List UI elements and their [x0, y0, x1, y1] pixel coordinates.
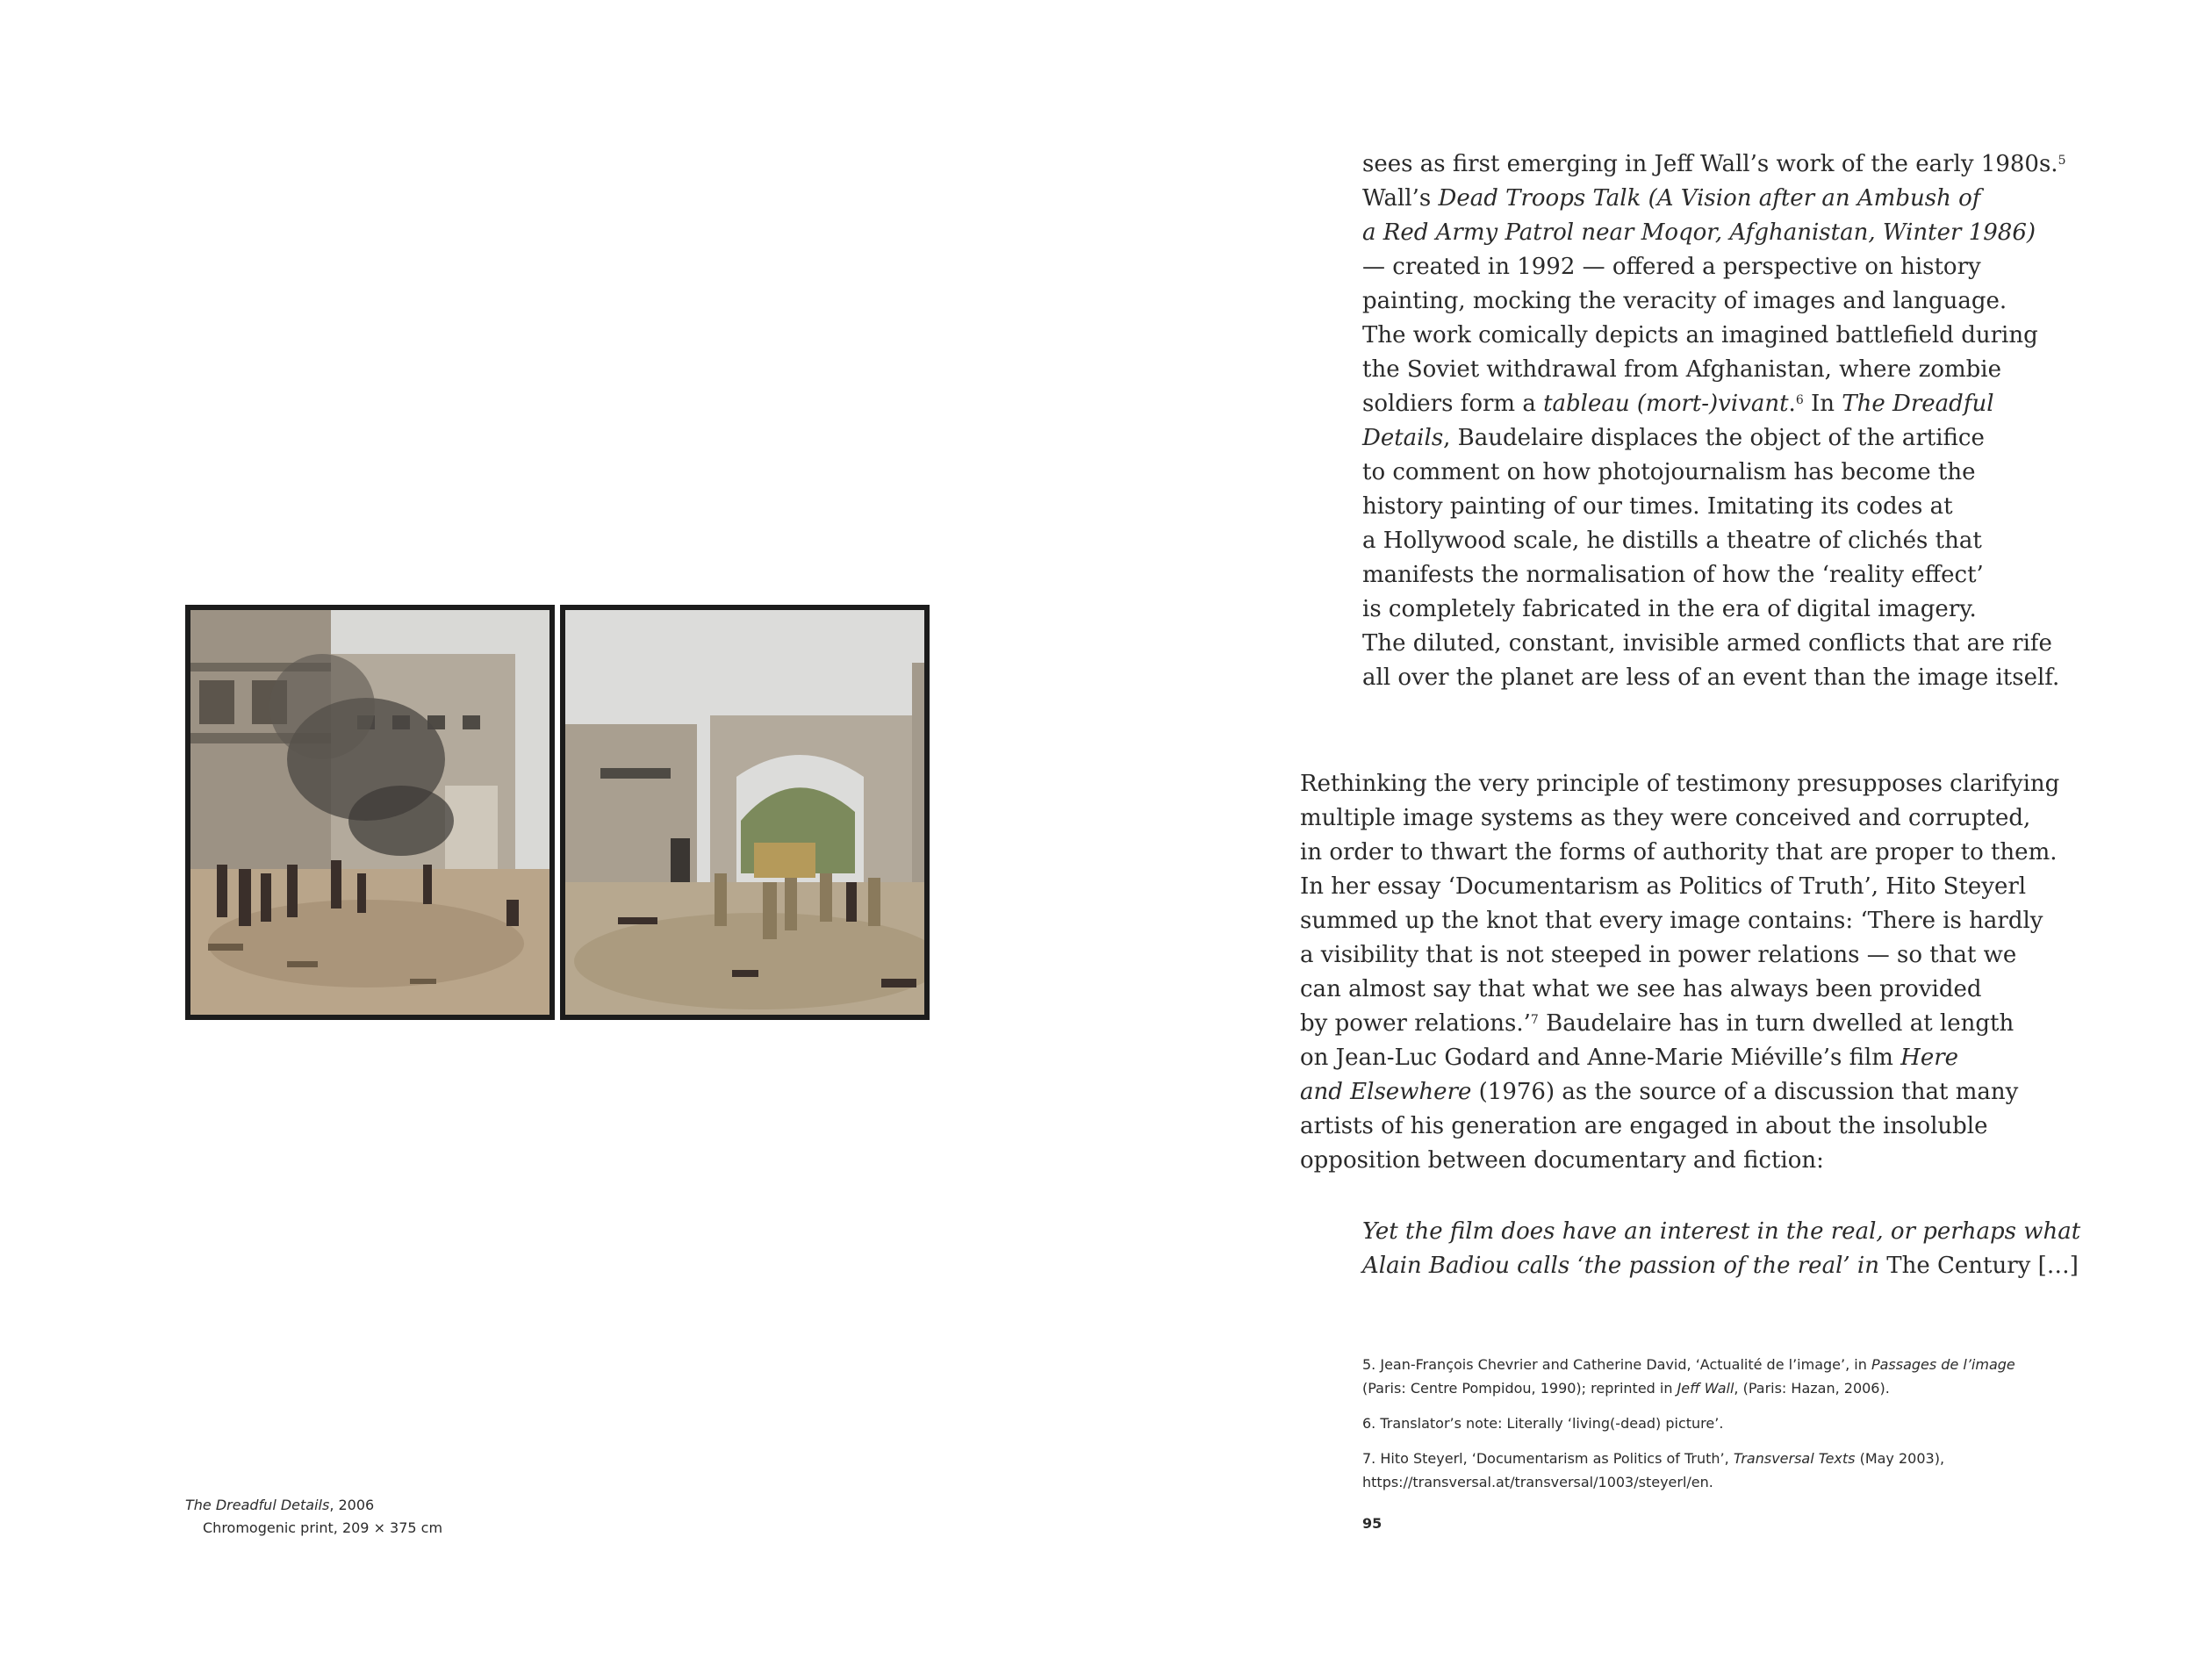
- text-line: the Soviet withdrawal from Afghanistan, where zombie: [1362, 356, 2001, 383]
- text-line: [1300, 1075, 2059, 1110]
- journal-title-italic: Transversal Texts: [1733, 1450, 1856, 1467]
- text-line: can almost say that what we see has always been provided: [1300, 976, 1982, 1002]
- diptych-right-panel: [560, 605, 930, 1020]
- text-line: [1362, 421, 2066, 456]
- text-line: multiple image systems as they were conceived and corrupted,: [1300, 805, 2031, 831]
- quote-roman-run: The Century […]: [1886, 1253, 2079, 1279]
- footnote-7: [1362, 1447, 2015, 1494]
- paragraph-testimony: [1300, 767, 2059, 1178]
- italic-term: tableau (mort-)vivant: [1543, 391, 1789, 417]
- text-run: by power relations.’: [1300, 1010, 1531, 1037]
- text-run: Wall’s: [1362, 185, 1439, 212]
- text-line: [1300, 1007, 2059, 1041]
- text-line: artists of his generation are engaged in about the insoluble: [1300, 1113, 1988, 1139]
- artwork-title-italic: Details: [1362, 425, 1444, 451]
- text-line: The work comically depicts an imagined battlefield during: [1362, 322, 2038, 348]
- text-line: [1362, 182, 2066, 216]
- text-line: a Hollywood scale, he distills a theatre of clichés that: [1362, 528, 1982, 554]
- text-run: sees as first emerging in Jeff Wall’s work of the early 1980s.: [1362, 151, 2058, 177]
- text-run: , Baudelaire displaces the object of the artifice: [1443, 425, 1985, 451]
- text-line: [1300, 1041, 2059, 1075]
- quote-line: Yet the film does have an interest in the real, or perhaps what: [1362, 1218, 2081, 1245]
- right-panel-image: [565, 610, 924, 1015]
- text-line: opposition between documentary and fiction:: [1300, 1147, 1824, 1174]
- footnote-line: [1362, 1353, 2015, 1376]
- text-line: [1362, 387, 2066, 421]
- text-run: soldiers form a: [1362, 391, 1544, 417]
- footnote-5: [1362, 1353, 2015, 1400]
- text-run: (Paris: Centre Pompidou, 1990); reprinted in: [1362, 1380, 1677, 1397]
- text-line: summed up the knot that every image contains: ‘There is hardly: [1300, 908, 2043, 934]
- text-run: .: [1788, 391, 1796, 417]
- text-line: [1362, 147, 2066, 182]
- text-line: In her essay ‘Documentarism as Politics of Truth’, Hito Steyerl: [1300, 873, 2027, 900]
- footnote-ref-7[interactable]: 7: [1530, 1013, 1539, 1027]
- figure-caption: [185, 1494, 442, 1540]
- footnotes: [1362, 1353, 2015, 1505]
- text-line: is completely fabricated in the era of digital imagery.: [1362, 596, 1977, 622]
- text-line: manifests the normalisation of how the ‘reality effect’: [1362, 562, 1984, 588]
- text-run: , (Paris: Hazan, 2006).: [1734, 1380, 1890, 1397]
- caption-year: , 2006: [329, 1497, 375, 1513]
- artwork-diptych: [185, 605, 930, 1020]
- text-run: (May 2003),: [1855, 1450, 1945, 1467]
- text-run: 5. Jean-François Chevrier and Catherine David, ‘Actualité de l’image’, in: [1362, 1356, 1871, 1373]
- caption-medium: Chromogenic print, 209 × 375 cm: [203, 1519, 443, 1536]
- footnote-ref-5[interactable]: 5: [2058, 154, 2066, 168]
- book-title-italic: Passages de l’image: [1871, 1356, 2015, 1373]
- footnote-6: [1362, 1411, 2015, 1435]
- text-line: history painting of our times. Imitating its codes at: [1362, 493, 1953, 520]
- artwork-title-italic: The Dreadful: [1842, 391, 1994, 417]
- diptych-left-panel: [185, 605, 555, 1020]
- footnote-line: [1362, 1376, 2015, 1400]
- text-line: all over the planet are less of an event than the image itself.: [1362, 664, 2060, 691]
- text-line: — created in 1992 — offered a perspective on history: [1362, 254, 1981, 280]
- text-line: in order to thwart the forms of authority that are proper to them.: [1300, 839, 2058, 865]
- film-title-italic: Here: [1900, 1045, 1959, 1071]
- caption-title: The Dreadful Details: [185, 1497, 330, 1513]
- film-title-italic: and Elsewhere: [1300, 1079, 1472, 1105]
- footnote-line: [1362, 1447, 2015, 1470]
- text-run: In: [1803, 391, 1842, 417]
- footnote-ref-6[interactable]: 6: [1795, 393, 1804, 407]
- caption-title-line: [185, 1494, 442, 1517]
- text-line: a Red Army Patrol near Moqor, Afghanistan, Winter 1986): [1362, 219, 2036, 246]
- quote-italic-run: Alain Badiou calls ‘the passion of the real’ in: [1362, 1253, 1887, 1279]
- book-title-italic: Jeff Wall: [1677, 1380, 1734, 1397]
- quote-line: [1362, 1249, 2080, 1283]
- text-run: 7. Hito Steyerl, ‘Documentarism as Politics of Truth’,: [1362, 1450, 1734, 1467]
- text-run: Baudelaire has in turn dwelled at length: [1538, 1010, 2014, 1037]
- text-run: on Jean-Luc Godard and Anne-Marie Miéville’s film: [1300, 1045, 1901, 1071]
- text-line: The diluted, constant, invisible armed conflicts that are rife: [1362, 630, 2052, 657]
- text-run: (1976) as the source of a discussion that many: [1471, 1079, 2019, 1105]
- paragraph-continuation: [1362, 147, 2066, 695]
- page-number: 95: [1362, 1515, 1382, 1532]
- text-line: a visibility that is not steeped in power relations — so that we: [1300, 942, 2017, 968]
- text-line: painting, mocking the veracity of images and language.: [1362, 288, 2007, 314]
- text-line: Rethinking the very principle of testimony presupposes clarifying: [1300, 771, 2060, 797]
- text-line: to comment on how photojournalism has become the: [1362, 459, 1976, 485]
- block-quote: [1362, 1215, 2080, 1283]
- left-panel-image: [190, 610, 549, 1015]
- artwork-title-italic: Dead Troops Talk (A Vision after an Ambush of: [1438, 185, 1981, 212]
- footnote-line: 6. Translator’s note: Literally ‘living(-dead) picture’.: [1362, 1415, 1724, 1432]
- footnote-url[interactable]: https://transversal.at/transversal/1003/steyerl/en.: [1362, 1474, 1713, 1490]
